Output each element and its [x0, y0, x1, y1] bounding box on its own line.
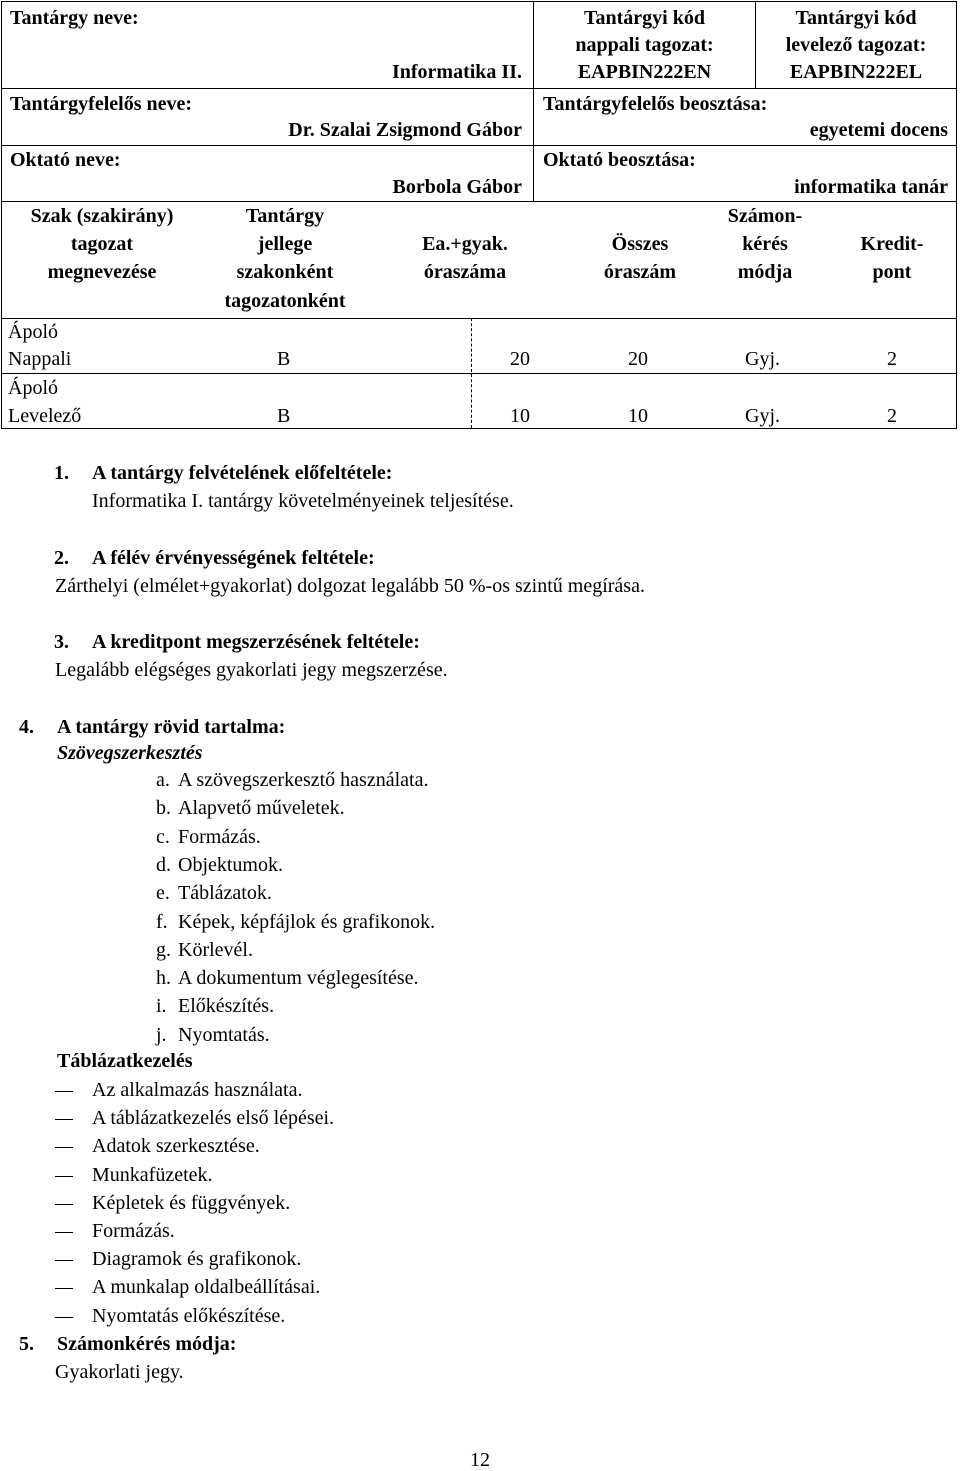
list-item-text: Képek, képfájlok és grafikonok.: [178, 910, 436, 933]
code-day-label-2: nappali tagozat:: [575, 34, 714, 56]
list-item-text: Formázás.: [92, 1220, 175, 1242]
list-marker: g.: [156, 938, 171, 961]
responsible-position: egyetemi docens: [809, 119, 948, 141]
section-title: A kreditpont megszerzésének feltétele:: [92, 631, 420, 653]
responsible-position-label: Tantárgyfelelős beosztása:: [543, 93, 768, 115]
section-text: Gyakorlati jegy.: [55, 1361, 184, 1383]
section-text: Zárthelyi (elmélet+gyakorlat) dolgozat legalább 50 %-os szintű megírása.: [55, 575, 645, 597]
subheading-spreadsheet: Táblázatkezelés: [57, 1050, 193, 1072]
list-item-text: Képletek és függvények.: [92, 1191, 291, 1214]
dash-bullet: [55, 1288, 73, 1289]
list-item-text: Nyomtatás előkészítése.: [92, 1304, 286, 1327]
section-title: A tantárgy rövid tartalma:: [57, 716, 286, 738]
list-item-text: A dokumentum véglegesítése.: [178, 967, 419, 990]
dash-bullet: [55, 1204, 73, 1205]
section-title: A félév érvényességének feltétele:: [92, 547, 375, 569]
list-marker: i.: [156, 995, 167, 1018]
list-item-text: Az alkalmazás használata.: [92, 1079, 303, 1101]
subheading-word-processing: Szövegszerkesztés: [57, 742, 203, 764]
dash-bullet: [55, 1260, 73, 1261]
list-marker: d.: [156, 853, 171, 876]
responsible-name: Dr. Szalai Zsigmond Gábor: [288, 119, 522, 141]
dash-bullet: [55, 1119, 73, 1120]
list-item-text: Alapvető műveletek.: [178, 797, 345, 820]
subject-name: Informatika II.: [391, 61, 522, 83]
page-number: 12: [470, 1449, 490, 1471]
code-correspondence: EAPBIN222EL: [789, 61, 923, 83]
list-item-text: A munkalap oldalbeállításai.: [92, 1276, 321, 1299]
list-marker: e.: [156, 882, 170, 905]
subject-name-label: Tantárgy neve:: [10, 7, 139, 29]
teacher-label: Oktató neve:: [10, 149, 121, 171]
list-item-text: A szövegszerkesztő használata.: [178, 769, 429, 791]
list-item-text: Nyomtatás.: [178, 1023, 270, 1046]
list-item-text: Adatok szerkesztése.: [92, 1135, 260, 1158]
section-title: A tantárgy felvételének előfeltétele:: [92, 462, 393, 484]
section-title: Számonkérés módja:: [57, 1333, 237, 1355]
list-marker: c.: [156, 825, 170, 848]
dash-bullet: [55, 1091, 73, 1092]
list-marker: j.: [156, 1023, 167, 1046]
code-correspondence-label-1: Tantárgyi kód: [795, 7, 917, 29]
dash-bullet: [55, 1176, 73, 1177]
code-correspondence-label-2: levelező tagozat:: [785, 34, 927, 56]
teacher-name: Borbola Gábor: [392, 176, 522, 198]
list-marker: f.: [156, 910, 168, 933]
dash-bullet: [55, 1147, 73, 1148]
code-day: EAPBIN222EN: [577, 61, 712, 83]
list-item-text: Diagramok és grafikonok.: [92, 1248, 302, 1271]
code-day-label-1: Tantárgyi kód: [584, 7, 705, 29]
responsible-label: Tantárgyfelelős neve:: [10, 93, 193, 115]
list-item-text: A táblázatkezelés első lépései.: [92, 1107, 335, 1130]
list-item-text: Munkafüzetek.: [92, 1163, 213, 1186]
list-item-text: Táblázatok.: [178, 882, 272, 905]
list-marker: a.: [156, 769, 170, 791]
list-item-text: Formázás.: [178, 825, 261, 848]
section-text: Legalább elégséges gyakorlati jegy megszerzése.: [55, 659, 448, 681]
dash-bullet: [55, 1232, 73, 1233]
teacher-position: informatika tanár: [794, 176, 948, 198]
list-item-text: Körlevél.: [178, 938, 253, 961]
list-item-text: Előkészítés.: [178, 995, 275, 1018]
list-marker: b.: [156, 797, 171, 820]
list-marker: h.: [156, 967, 171, 990]
section-text: Informatika I. tantárgy követelményeinek teljesítése.: [92, 490, 514, 512]
dash-bullet: [55, 1317, 73, 1318]
list-item-text: Objektumok.: [178, 853, 283, 876]
teacher-position-label: Oktató beosztása:: [543, 149, 696, 171]
